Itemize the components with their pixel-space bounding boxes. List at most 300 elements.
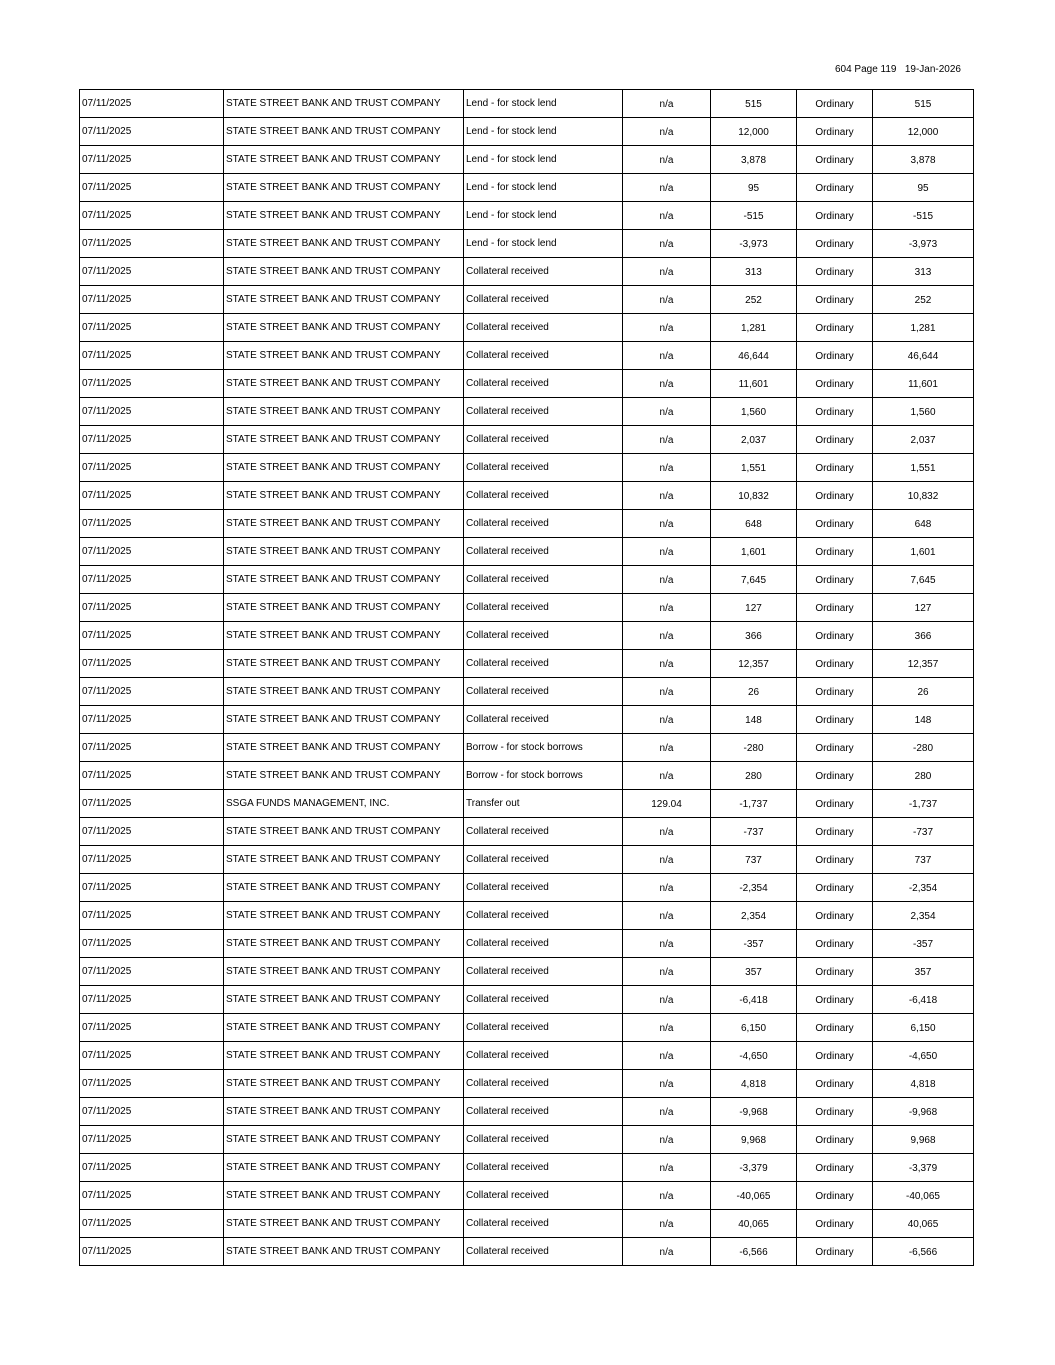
votes-cell: -737 bbox=[873, 818, 974, 846]
votes-cell: 252 bbox=[873, 286, 974, 314]
entity-cell: STATE STREET BANK AND TRUST COMPANY bbox=[224, 930, 464, 958]
consideration-cell: n/a bbox=[623, 230, 711, 258]
date-cell: 07/11/2025 bbox=[80, 874, 224, 902]
entity-cell: STATE STREET BANK AND TRUST COMPANY bbox=[224, 1014, 464, 1042]
quantity-cell: 1,601 bbox=[711, 538, 797, 566]
votes-cell: 6,150 bbox=[873, 1014, 974, 1042]
date-cell: 07/11/2025 bbox=[80, 538, 224, 566]
table-row bbox=[80, 902, 974, 930]
nature-cell: Collateral received bbox=[464, 930, 623, 958]
votes-cell: 148 bbox=[873, 706, 974, 734]
date-cell: 07/11/2025 bbox=[80, 1238, 224, 1266]
class-cell: Ordinary bbox=[797, 1154, 873, 1182]
consideration-cell: n/a bbox=[623, 482, 711, 510]
nature-cell: Lend - for stock lend bbox=[464, 202, 623, 230]
entity-cell: STATE STREET BANK AND TRUST COMPANY bbox=[224, 1126, 464, 1154]
consideration-cell: n/a bbox=[623, 1182, 711, 1210]
entity-cell: STATE STREET BANK AND TRUST COMPANY bbox=[224, 258, 464, 286]
entity-cell: STATE STREET BANK AND TRUST COMPANY bbox=[224, 986, 464, 1014]
class-cell: Ordinary bbox=[797, 286, 873, 314]
table-row bbox=[80, 482, 974, 510]
nature-cell: Collateral received bbox=[464, 1238, 623, 1266]
entity-cell: STATE STREET BANK AND TRUST COMPANY bbox=[224, 1070, 464, 1098]
quantity-cell: 7,645 bbox=[711, 566, 797, 594]
votes-cell: -515 bbox=[873, 202, 974, 230]
quantity-cell: 280 bbox=[711, 762, 797, 790]
quantity-cell: -40,065 bbox=[711, 1182, 797, 1210]
class-cell: Ordinary bbox=[797, 426, 873, 454]
date-cell: 07/11/2025 bbox=[80, 566, 224, 594]
entity-cell: STATE STREET BANK AND TRUST COMPANY bbox=[224, 538, 464, 566]
table-row bbox=[80, 762, 974, 790]
transactions-table-body bbox=[80, 90, 974, 1266]
quantity-cell: 11,601 bbox=[711, 370, 797, 398]
class-cell: Ordinary bbox=[797, 874, 873, 902]
date-cell: 07/11/2025 bbox=[80, 314, 224, 342]
entity-cell: STATE STREET BANK AND TRUST COMPANY bbox=[224, 314, 464, 342]
class-cell: Ordinary bbox=[797, 90, 873, 118]
class-cell: Ordinary bbox=[797, 846, 873, 874]
quantity-cell: 2,354 bbox=[711, 902, 797, 930]
table-row bbox=[80, 650, 974, 678]
votes-cell: 95 bbox=[873, 174, 974, 202]
nature-cell: Collateral received bbox=[464, 1014, 623, 1042]
class-cell: Ordinary bbox=[797, 1042, 873, 1070]
entity-cell: STATE STREET BANK AND TRUST COMPANY bbox=[224, 1098, 464, 1126]
date-cell: 07/11/2025 bbox=[80, 286, 224, 314]
consideration-cell: n/a bbox=[623, 174, 711, 202]
consideration-cell: n/a bbox=[623, 1098, 711, 1126]
nature-cell: Collateral received bbox=[464, 286, 623, 314]
class-cell: Ordinary bbox=[797, 1098, 873, 1126]
date-cell: 07/11/2025 bbox=[80, 622, 224, 650]
entity-cell: STATE STREET BANK AND TRUST COMPANY bbox=[224, 342, 464, 370]
consideration-cell: n/a bbox=[623, 510, 711, 538]
date-cell: 07/11/2025 bbox=[80, 1014, 224, 1042]
table-row bbox=[80, 930, 974, 958]
quantity-cell: 10,832 bbox=[711, 482, 797, 510]
entity-cell: STATE STREET BANK AND TRUST COMPANY bbox=[224, 454, 464, 482]
table-row bbox=[80, 790, 974, 818]
nature-cell: Collateral received bbox=[464, 398, 623, 426]
class-cell: Ordinary bbox=[797, 454, 873, 482]
votes-cell: -2,354 bbox=[873, 874, 974, 902]
quantity-cell: -4,650 bbox=[711, 1042, 797, 1070]
table-row bbox=[80, 622, 974, 650]
consideration-cell: n/a bbox=[623, 1238, 711, 1266]
nature-cell: Collateral received bbox=[464, 342, 623, 370]
nature-cell: Borrow - for stock borrows bbox=[464, 762, 623, 790]
date-cell: 07/11/2025 bbox=[80, 902, 224, 930]
class-cell: Ordinary bbox=[797, 146, 873, 174]
votes-cell: 2,354 bbox=[873, 902, 974, 930]
quantity-cell: 515 bbox=[711, 90, 797, 118]
table-row bbox=[80, 90, 974, 118]
table-row bbox=[80, 986, 974, 1014]
class-cell: Ordinary bbox=[797, 1238, 873, 1266]
date-cell: 07/11/2025 bbox=[80, 342, 224, 370]
entity-cell: STATE STREET BANK AND TRUST COMPANY bbox=[224, 1042, 464, 1070]
table-row bbox=[80, 1210, 974, 1238]
entity-cell: STATE STREET BANK AND TRUST COMPANY bbox=[224, 1182, 464, 1210]
consideration-cell: n/a bbox=[623, 454, 711, 482]
nature-cell: Collateral received bbox=[464, 1210, 623, 1238]
votes-cell: 10,832 bbox=[873, 482, 974, 510]
entity-cell: STATE STREET BANK AND TRUST COMPANY bbox=[224, 874, 464, 902]
consideration-cell: n/a bbox=[623, 258, 711, 286]
nature-cell: Collateral received bbox=[464, 1182, 623, 1210]
quantity-cell: -6,566 bbox=[711, 1238, 797, 1266]
class-cell: Ordinary bbox=[797, 314, 873, 342]
entity-cell: STATE STREET BANK AND TRUST COMPANY bbox=[224, 622, 464, 650]
date-cell: 07/11/2025 bbox=[80, 202, 224, 230]
date-cell: 07/11/2025 bbox=[80, 650, 224, 678]
date-cell: 07/11/2025 bbox=[80, 986, 224, 1014]
class-cell: Ordinary bbox=[797, 986, 873, 1014]
votes-cell: -3,379 bbox=[873, 1154, 974, 1182]
nature-cell: Transfer out bbox=[464, 790, 623, 818]
class-cell: Ordinary bbox=[797, 538, 873, 566]
nature-cell: Collateral received bbox=[464, 370, 623, 398]
date-cell: 07/11/2025 bbox=[80, 398, 224, 426]
date-cell: 07/11/2025 bbox=[80, 790, 224, 818]
entity-cell: STATE STREET BANK AND TRUST COMPANY bbox=[224, 650, 464, 678]
votes-cell: 280 bbox=[873, 762, 974, 790]
entity-cell: STATE STREET BANK AND TRUST COMPANY bbox=[224, 370, 464, 398]
class-cell: Ordinary bbox=[797, 1126, 873, 1154]
table-row bbox=[80, 342, 974, 370]
consideration-cell: n/a bbox=[623, 1014, 711, 1042]
consideration-cell: 129.04 bbox=[623, 790, 711, 818]
votes-cell: 357 bbox=[873, 958, 974, 986]
quantity-cell: 4,818 bbox=[711, 1070, 797, 1098]
votes-cell: 1,551 bbox=[873, 454, 974, 482]
nature-cell: Borrow - for stock borrows bbox=[464, 734, 623, 762]
entity-cell: STATE STREET BANK AND TRUST COMPANY bbox=[224, 958, 464, 986]
date-cell: 07/11/2025 bbox=[80, 1154, 224, 1182]
consideration-cell: n/a bbox=[623, 146, 711, 174]
consideration-cell: n/a bbox=[623, 678, 711, 706]
table-row bbox=[80, 230, 974, 258]
votes-cell: -280 bbox=[873, 734, 974, 762]
date-cell: 07/11/2025 bbox=[80, 510, 224, 538]
quantity-cell: -280 bbox=[711, 734, 797, 762]
entity-cell: STATE STREET BANK AND TRUST COMPANY bbox=[224, 678, 464, 706]
nature-cell: Collateral received bbox=[464, 902, 623, 930]
page-header bbox=[835, 64, 961, 75]
class-cell: Ordinary bbox=[797, 258, 873, 286]
table-row bbox=[80, 398, 974, 426]
entity-cell: STATE STREET BANK AND TRUST COMPANY bbox=[224, 174, 464, 202]
quantity-cell: 648 bbox=[711, 510, 797, 538]
doc-number: 604 bbox=[834, 64, 852, 75]
consideration-cell: n/a bbox=[623, 650, 711, 678]
consideration-cell: n/a bbox=[623, 846, 711, 874]
votes-cell: 40,065 bbox=[873, 1210, 974, 1238]
quantity-cell: 12,000 bbox=[711, 118, 797, 146]
date-cell: 07/11/2025 bbox=[80, 482, 224, 510]
quantity-cell: -1,737 bbox=[711, 790, 797, 818]
class-cell: Ordinary bbox=[797, 902, 873, 930]
votes-cell: 12,357 bbox=[873, 650, 974, 678]
nature-cell: Collateral received bbox=[464, 1042, 623, 1070]
date-cell: 07/11/2025 bbox=[80, 1126, 224, 1154]
nature-cell: Collateral received bbox=[464, 846, 623, 874]
date-cell: 07/11/2025 bbox=[80, 818, 224, 846]
nature-cell: Collateral received bbox=[464, 986, 623, 1014]
class-cell: Ordinary bbox=[797, 958, 873, 986]
table-row bbox=[80, 118, 974, 146]
votes-cell: 4,818 bbox=[873, 1070, 974, 1098]
class-cell: Ordinary bbox=[797, 622, 873, 650]
class-cell: Ordinary bbox=[797, 398, 873, 426]
date-cell: 07/11/2025 bbox=[80, 846, 224, 874]
nature-cell: Collateral received bbox=[464, 650, 623, 678]
date-cell: 07/11/2025 bbox=[80, 230, 224, 258]
consideration-cell: n/a bbox=[623, 314, 711, 342]
consideration-cell: n/a bbox=[623, 286, 711, 314]
nature-cell: Collateral received bbox=[464, 1098, 623, 1126]
nature-cell: Collateral received bbox=[464, 566, 623, 594]
quantity-cell: -9,968 bbox=[711, 1098, 797, 1126]
consideration-cell: n/a bbox=[623, 706, 711, 734]
consideration-cell: n/a bbox=[623, 986, 711, 1014]
quantity-cell: 1,551 bbox=[711, 454, 797, 482]
class-cell: Ordinary bbox=[797, 230, 873, 258]
date-cell: 07/11/2025 bbox=[80, 1042, 224, 1070]
votes-cell: 1,560 bbox=[873, 398, 974, 426]
table-row bbox=[80, 426, 974, 454]
votes-cell: 648 bbox=[873, 510, 974, 538]
date-cell: 07/11/2025 bbox=[80, 174, 224, 202]
entity-cell: STATE STREET BANK AND TRUST COMPANY bbox=[224, 1210, 464, 1238]
transactions-table bbox=[79, 89, 974, 1266]
class-cell: Ordinary bbox=[797, 1182, 873, 1210]
class-cell: Ordinary bbox=[797, 762, 873, 790]
quantity-cell: 737 bbox=[711, 846, 797, 874]
page-label: Page 119 bbox=[854, 64, 897, 75]
table-row bbox=[80, 1238, 974, 1266]
quantity-cell: 2,037 bbox=[711, 426, 797, 454]
table-row bbox=[80, 286, 974, 314]
votes-cell: -6,566 bbox=[873, 1238, 974, 1266]
date-cell: 07/11/2025 bbox=[80, 454, 224, 482]
header-date: 19-Jan-2026 bbox=[904, 64, 961, 75]
class-cell: Ordinary bbox=[797, 706, 873, 734]
entity-cell: SSGA FUNDS MANAGEMENT, INC. bbox=[224, 790, 464, 818]
votes-cell: -40,065 bbox=[873, 1182, 974, 1210]
entity-cell: STATE STREET BANK AND TRUST COMPANY bbox=[224, 566, 464, 594]
class-cell: Ordinary bbox=[797, 734, 873, 762]
consideration-cell: n/a bbox=[623, 566, 711, 594]
table-row bbox=[80, 678, 974, 706]
votes-cell: 26 bbox=[873, 678, 974, 706]
consideration-cell: n/a bbox=[623, 118, 711, 146]
entity-cell: STATE STREET BANK AND TRUST COMPANY bbox=[224, 846, 464, 874]
date-cell: 07/11/2025 bbox=[80, 706, 224, 734]
class-cell: Ordinary bbox=[797, 650, 873, 678]
entity-cell: STATE STREET BANK AND TRUST COMPANY bbox=[224, 230, 464, 258]
class-cell: Ordinary bbox=[797, 118, 873, 146]
quantity-cell: 46,644 bbox=[711, 342, 797, 370]
quantity-cell: -357 bbox=[711, 930, 797, 958]
entity-cell: STATE STREET BANK AND TRUST COMPANY bbox=[224, 1238, 464, 1266]
consideration-cell: n/a bbox=[623, 594, 711, 622]
class-cell: Ordinary bbox=[797, 202, 873, 230]
table-row bbox=[80, 818, 974, 846]
nature-cell: Lend - for stock lend bbox=[464, 230, 623, 258]
consideration-cell: n/a bbox=[623, 1070, 711, 1098]
entity-cell: STATE STREET BANK AND TRUST COMPANY bbox=[224, 818, 464, 846]
votes-cell: 2,037 bbox=[873, 426, 974, 454]
nature-cell: Collateral received bbox=[464, 958, 623, 986]
quantity-cell: 12,357 bbox=[711, 650, 797, 678]
votes-cell: 46,644 bbox=[873, 342, 974, 370]
date-cell: 07/11/2025 bbox=[80, 370, 224, 398]
votes-cell: 9,968 bbox=[873, 1126, 974, 1154]
table-row bbox=[80, 1154, 974, 1182]
entity-cell: STATE STREET BANK AND TRUST COMPANY bbox=[224, 90, 464, 118]
quantity-cell: 313 bbox=[711, 258, 797, 286]
entity-cell: STATE STREET BANK AND TRUST COMPANY bbox=[224, 286, 464, 314]
date-cell: 07/11/2025 bbox=[80, 930, 224, 958]
date-cell: 07/11/2025 bbox=[80, 1182, 224, 1210]
quantity-cell: -3,379 bbox=[711, 1154, 797, 1182]
date-cell: 07/11/2025 bbox=[80, 762, 224, 790]
quantity-cell: 95 bbox=[711, 174, 797, 202]
table-row bbox=[80, 1126, 974, 1154]
table-row bbox=[80, 1014, 974, 1042]
nature-cell: Collateral received bbox=[464, 258, 623, 286]
nature-cell: Collateral received bbox=[464, 314, 623, 342]
table-row bbox=[80, 174, 974, 202]
entity-cell: STATE STREET BANK AND TRUST COMPANY bbox=[224, 118, 464, 146]
quantity-cell: 6,150 bbox=[711, 1014, 797, 1042]
votes-cell: -1,737 bbox=[873, 790, 974, 818]
date-cell: 07/11/2025 bbox=[80, 118, 224, 146]
quantity-cell: 357 bbox=[711, 958, 797, 986]
consideration-cell: n/a bbox=[623, 958, 711, 986]
table-row bbox=[80, 510, 974, 538]
table-row bbox=[80, 706, 974, 734]
consideration-cell: n/a bbox=[623, 1042, 711, 1070]
date-cell: 07/11/2025 bbox=[80, 958, 224, 986]
consideration-cell: n/a bbox=[623, 1210, 711, 1238]
votes-cell: -9,968 bbox=[873, 1098, 974, 1126]
quantity-cell: -737 bbox=[711, 818, 797, 846]
table-row bbox=[80, 1182, 974, 1210]
nature-cell: Collateral received bbox=[464, 594, 623, 622]
consideration-cell: n/a bbox=[623, 902, 711, 930]
table-row bbox=[80, 146, 974, 174]
quantity-cell: -3,973 bbox=[711, 230, 797, 258]
votes-cell: -6,418 bbox=[873, 986, 974, 1014]
votes-cell: 515 bbox=[873, 90, 974, 118]
nature-cell: Collateral received bbox=[464, 538, 623, 566]
quantity-cell: 1,560 bbox=[711, 398, 797, 426]
entity-cell: STATE STREET BANK AND TRUST COMPANY bbox=[224, 1154, 464, 1182]
date-cell: 07/11/2025 bbox=[80, 90, 224, 118]
nature-cell: Collateral received bbox=[464, 678, 623, 706]
date-cell: 07/11/2025 bbox=[80, 594, 224, 622]
consideration-cell: n/a bbox=[623, 202, 711, 230]
consideration-cell: n/a bbox=[623, 734, 711, 762]
quantity-cell: -2,354 bbox=[711, 874, 797, 902]
class-cell: Ordinary bbox=[797, 818, 873, 846]
votes-cell: 11,601 bbox=[873, 370, 974, 398]
consideration-cell: n/a bbox=[623, 874, 711, 902]
nature-cell: Collateral received bbox=[464, 622, 623, 650]
table-row bbox=[80, 1098, 974, 1126]
entity-cell: STATE STREET BANK AND TRUST COMPANY bbox=[224, 398, 464, 426]
consideration-cell: n/a bbox=[623, 1126, 711, 1154]
entity-cell: STATE STREET BANK AND TRUST COMPANY bbox=[224, 146, 464, 174]
table-row bbox=[80, 734, 974, 762]
class-cell: Ordinary bbox=[797, 790, 873, 818]
table-row bbox=[80, 258, 974, 286]
quantity-cell: 366 bbox=[711, 622, 797, 650]
class-cell: Ordinary bbox=[797, 370, 873, 398]
entity-cell: STATE STREET BANK AND TRUST COMPANY bbox=[224, 482, 464, 510]
entity-cell: STATE STREET BANK AND TRUST COMPANY bbox=[224, 202, 464, 230]
quantity-cell: -515 bbox=[711, 202, 797, 230]
votes-cell: -3,973 bbox=[873, 230, 974, 258]
table-row bbox=[80, 874, 974, 902]
class-cell: Ordinary bbox=[797, 482, 873, 510]
table-row bbox=[80, 538, 974, 566]
consideration-cell: n/a bbox=[623, 342, 711, 370]
table-row bbox=[80, 1070, 974, 1098]
class-cell: Ordinary bbox=[797, 594, 873, 622]
table-row bbox=[80, 958, 974, 986]
votes-cell: 366 bbox=[873, 622, 974, 650]
table-row bbox=[80, 1042, 974, 1070]
consideration-cell: n/a bbox=[623, 818, 711, 846]
votes-cell: 127 bbox=[873, 594, 974, 622]
table-row bbox=[80, 370, 974, 398]
class-cell: Ordinary bbox=[797, 1070, 873, 1098]
entity-cell: STATE STREET BANK AND TRUST COMPANY bbox=[224, 510, 464, 538]
entity-cell: STATE STREET BANK AND TRUST COMPANY bbox=[224, 594, 464, 622]
quantity-cell: 26 bbox=[711, 678, 797, 706]
quantity-cell: 3,878 bbox=[711, 146, 797, 174]
nature-cell: Lend - for stock lend bbox=[464, 174, 623, 202]
consideration-cell: n/a bbox=[623, 370, 711, 398]
consideration-cell: n/a bbox=[623, 930, 711, 958]
nature-cell: Lend - for stock lend bbox=[464, 118, 623, 146]
date-cell: 07/11/2025 bbox=[80, 258, 224, 286]
date-cell: 07/11/2025 bbox=[80, 1210, 224, 1238]
quantity-cell: -6,418 bbox=[711, 986, 797, 1014]
nature-cell: Collateral received bbox=[464, 482, 623, 510]
date-cell: 07/11/2025 bbox=[80, 426, 224, 454]
nature-cell: Lend - for stock lend bbox=[464, 90, 623, 118]
nature-cell: Collateral received bbox=[464, 706, 623, 734]
nature-cell: Collateral received bbox=[464, 818, 623, 846]
table-row bbox=[80, 454, 974, 482]
class-cell: Ordinary bbox=[797, 1014, 873, 1042]
votes-cell: -4,650 bbox=[873, 1042, 974, 1070]
class-cell: Ordinary bbox=[797, 678, 873, 706]
class-cell: Ordinary bbox=[797, 342, 873, 370]
entity-cell: STATE STREET BANK AND TRUST COMPANY bbox=[224, 734, 464, 762]
table-row bbox=[80, 202, 974, 230]
table-row bbox=[80, 314, 974, 342]
nature-cell: Collateral received bbox=[464, 454, 623, 482]
class-cell: Ordinary bbox=[797, 566, 873, 594]
date-cell: 07/11/2025 bbox=[80, 1070, 224, 1098]
quantity-cell: 252 bbox=[711, 286, 797, 314]
